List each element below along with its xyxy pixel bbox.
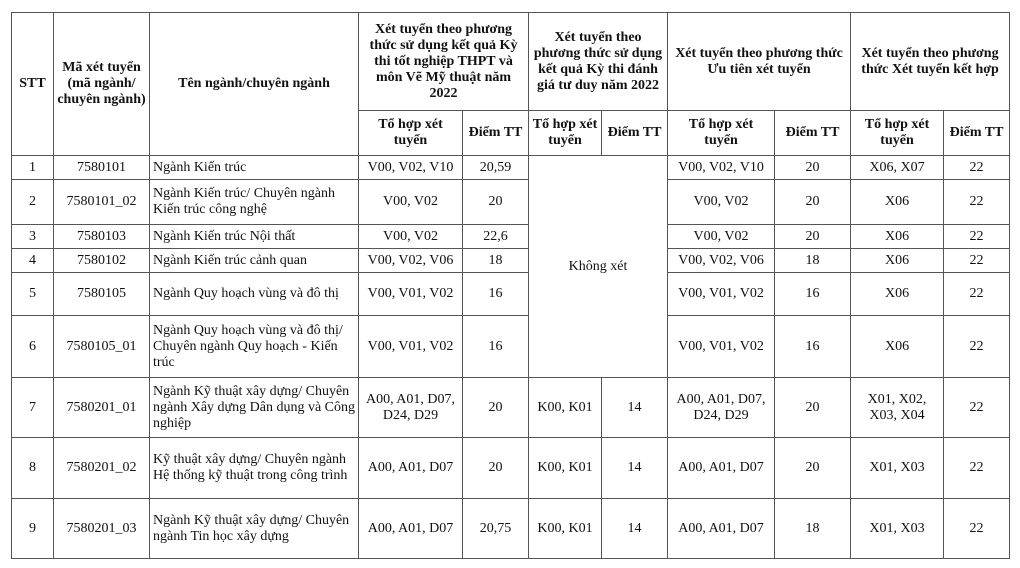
table-row — [12, 499, 1010, 559]
cell-combined-combo: X01, X03 — [851, 499, 944, 559]
cell-priority-combo: V00, V02 — [668, 180, 775, 225]
cell-code: 7580201_03 — [54, 499, 150, 559]
cell-thpt-combo: V00, V02 — [359, 225, 463, 249]
cell-priority-combo: V00, V02 — [668, 225, 775, 249]
cell-combined-score: 22 — [944, 273, 1010, 316]
cell-thpt-score: 20 — [463, 378, 529, 438]
header-score: Điểm TT — [463, 111, 529, 156]
cell-thpt-score: 20,59 — [463, 156, 529, 180]
cell-thinking-combo: K00, K01 — [529, 438, 602, 499]
cell-priority-score: 20 — [775, 438, 851, 499]
cell-thpt-combo: A00, A01, D07, D24, D29 — [359, 378, 463, 438]
cell-name: Ngành Quy hoạch vùng và đô thị/ Chuyên ngành Quy hoạch - Kiến trúc — [150, 316, 359, 378]
header-row-1 — [12, 13, 1010, 111]
cell-combined-score: 22 — [944, 180, 1010, 225]
merged-not-considered: Không xét — [529, 156, 668, 378]
cell-thinking-combo: K00, K01 — [529, 378, 602, 438]
table-row — [12, 316, 1010, 378]
cell-priority-score: 20 — [775, 156, 851, 180]
cell-priority-combo: V00, V01, V02 — [668, 316, 775, 378]
cell-thinking-score: 14 — [602, 499, 668, 559]
cell-code: 7580105_01 — [54, 316, 150, 378]
cell-thpt-score: 16 — [463, 316, 529, 378]
cell-code: 7580101_02 — [54, 180, 150, 225]
cell-combined-combo: X06, X07 — [851, 156, 944, 180]
cell-combined-score: 22 — [944, 378, 1010, 438]
cell-thinking-score: 14 — [602, 438, 668, 499]
cell-stt: 5 — [12, 273, 54, 316]
header-score: Điểm TT — [602, 111, 668, 156]
header-score: Điểm TT — [775, 111, 851, 156]
header-stt: STT — [12, 13, 54, 156]
cell-name: Ngành Kiến trúc cảnh quan — [150, 249, 359, 273]
cell-priority-score: 16 — [775, 316, 851, 378]
cell-combined-combo: X06 — [851, 273, 944, 316]
cell-stt: 2 — [12, 180, 54, 225]
header-code: Mã xét tuyển (mã ngành/ chuyên ngành) — [54, 13, 150, 156]
table-row — [12, 249, 1010, 273]
cell-thpt-combo: V00, V01, V02 — [359, 316, 463, 378]
table-row — [12, 273, 1010, 316]
cell-code: 7580102 — [54, 249, 150, 273]
cell-thpt-combo: V00, V01, V02 — [359, 273, 463, 316]
table-row — [12, 156, 1010, 180]
cell-name: Ngành Kỹ thuật xây dựng/ Chuyên ngành Xây dựng Dân dụng và Công nghiệp — [150, 378, 359, 438]
cell-priority-score: 20 — [775, 180, 851, 225]
cell-thpt-score: 16 — [463, 273, 529, 316]
header-combo: Tổ hợp xét tuyển — [668, 111, 775, 156]
cell-priority-score: 18 — [775, 499, 851, 559]
cell-combined-score: 22 — [944, 225, 1010, 249]
cell-name: Ngành Kỹ thuật xây dựng/ Chuyên ngành Tin học xây dựng — [150, 499, 359, 559]
cell-code: 7580201_01 — [54, 378, 150, 438]
cell-thpt-combo: V00, V02, V10 — [359, 156, 463, 180]
cell-stt: 6 — [12, 316, 54, 378]
cell-code: 7580101 — [54, 156, 150, 180]
cell-stt: 4 — [12, 249, 54, 273]
cell-thpt-score: 22,6 — [463, 225, 529, 249]
cell-combined-score: 22 — [944, 316, 1010, 378]
cell-stt: 1 — [12, 156, 54, 180]
cell-name: Kỹ thuật xây dựng/ Chuyên ngành Hệ thống kỹ thuật trong công trình — [150, 438, 359, 499]
cell-thinking-score: 14 — [602, 378, 668, 438]
cell-priority-score: 20 — [775, 378, 851, 438]
cell-stt: 8 — [12, 438, 54, 499]
header-name: Tên ngành/chuyên ngành — [150, 13, 359, 156]
cell-name: Ngành Kiến trúc — [150, 156, 359, 180]
cell-name: Ngành Quy hoạch vùng và đô thị — [150, 273, 359, 316]
header-method-thpt: Xét tuyển theo phương thức sử dụng kết quả Kỳ thi tốt nghiệp THPT và môn Vẽ Mỹ thuật năm 2022 — [359, 13, 529, 111]
cell-code: 7580103 — [54, 225, 150, 249]
cell-priority-combo: A00, A01, D07, D24, D29 — [668, 378, 775, 438]
cell-priority-combo: V00, V02, V10 — [668, 156, 775, 180]
cell-stt: 9 — [12, 499, 54, 559]
cell-combined-combo: X06 — [851, 316, 944, 378]
cell-code: 7580201_02 — [54, 438, 150, 499]
cell-name: Ngành Kiến trúc/ Chuyên ngành Kiến trúc công nghệ — [150, 180, 359, 225]
table-row — [12, 378, 1010, 438]
cell-priority-combo: A00, A01, D07 — [668, 499, 775, 559]
header-combo: Tổ hợp xét tuyển — [359, 111, 463, 156]
cell-thpt-combo: V00, V02 — [359, 180, 463, 225]
cell-thpt-combo: A00, A01, D07 — [359, 499, 463, 559]
header-combo: Tổ hợp xét tuyển — [529, 111, 602, 156]
table-row — [12, 180, 1010, 225]
cell-priority-score: 16 — [775, 273, 851, 316]
cell-combined-score: 22 — [944, 438, 1010, 499]
cell-combined-score: 22 — [944, 499, 1010, 559]
cell-thpt-combo: A00, A01, D07 — [359, 438, 463, 499]
cell-priority-score: 20 — [775, 225, 851, 249]
header-method-tu-duy: Xét tuyển theo phương thức sử dụng kết quả Kỳ thi đánh giá tư duy năm 2022 — [529, 13, 668, 111]
cell-stt: 7 — [12, 378, 54, 438]
cell-thpt-score: 20 — [463, 180, 529, 225]
header-method-uu-tien: Xét tuyển theo phương thức Ưu tiên xét tuyển — [668, 13, 851, 111]
cell-priority-combo: V00, V02, V06 — [668, 249, 775, 273]
cell-combined-combo: X01, X03 — [851, 438, 944, 499]
cell-priority-combo: V00, V01, V02 — [668, 273, 775, 316]
cell-priority-score: 18 — [775, 249, 851, 273]
cell-combined-score: 22 — [944, 249, 1010, 273]
cell-combined-score: 22 — [944, 156, 1010, 180]
cell-name: Ngành Kiến trúc Nội thất — [150, 225, 359, 249]
cell-combined-combo: X01, X02, X03, X04 — [851, 378, 944, 438]
cell-priority-combo: A00, A01, D07 — [668, 438, 775, 499]
table-row — [12, 438, 1010, 499]
cell-combined-combo: X06 — [851, 249, 944, 273]
cell-code: 7580105 — [54, 273, 150, 316]
cell-thinking-combo: K00, K01 — [529, 499, 602, 559]
table-row — [12, 225, 1010, 249]
cell-thpt-combo: V00, V02, V06 — [359, 249, 463, 273]
cell-combined-combo: X06 — [851, 225, 944, 249]
cell-stt: 3 — [12, 225, 54, 249]
admission-table — [11, 12, 1010, 559]
header-method-ket-hop: Xét tuyển theo phương thức Xét tuyển kết hợp — [851, 13, 1010, 111]
cell-thpt-score: 20,75 — [463, 499, 529, 559]
header-combo: Tổ hợp xét tuyển — [851, 111, 944, 156]
cell-thpt-score: 18 — [463, 249, 529, 273]
header-score: Điểm TT — [944, 111, 1010, 156]
cell-thpt-score: 20 — [463, 438, 529, 499]
cell-combined-combo: X06 — [851, 180, 944, 225]
